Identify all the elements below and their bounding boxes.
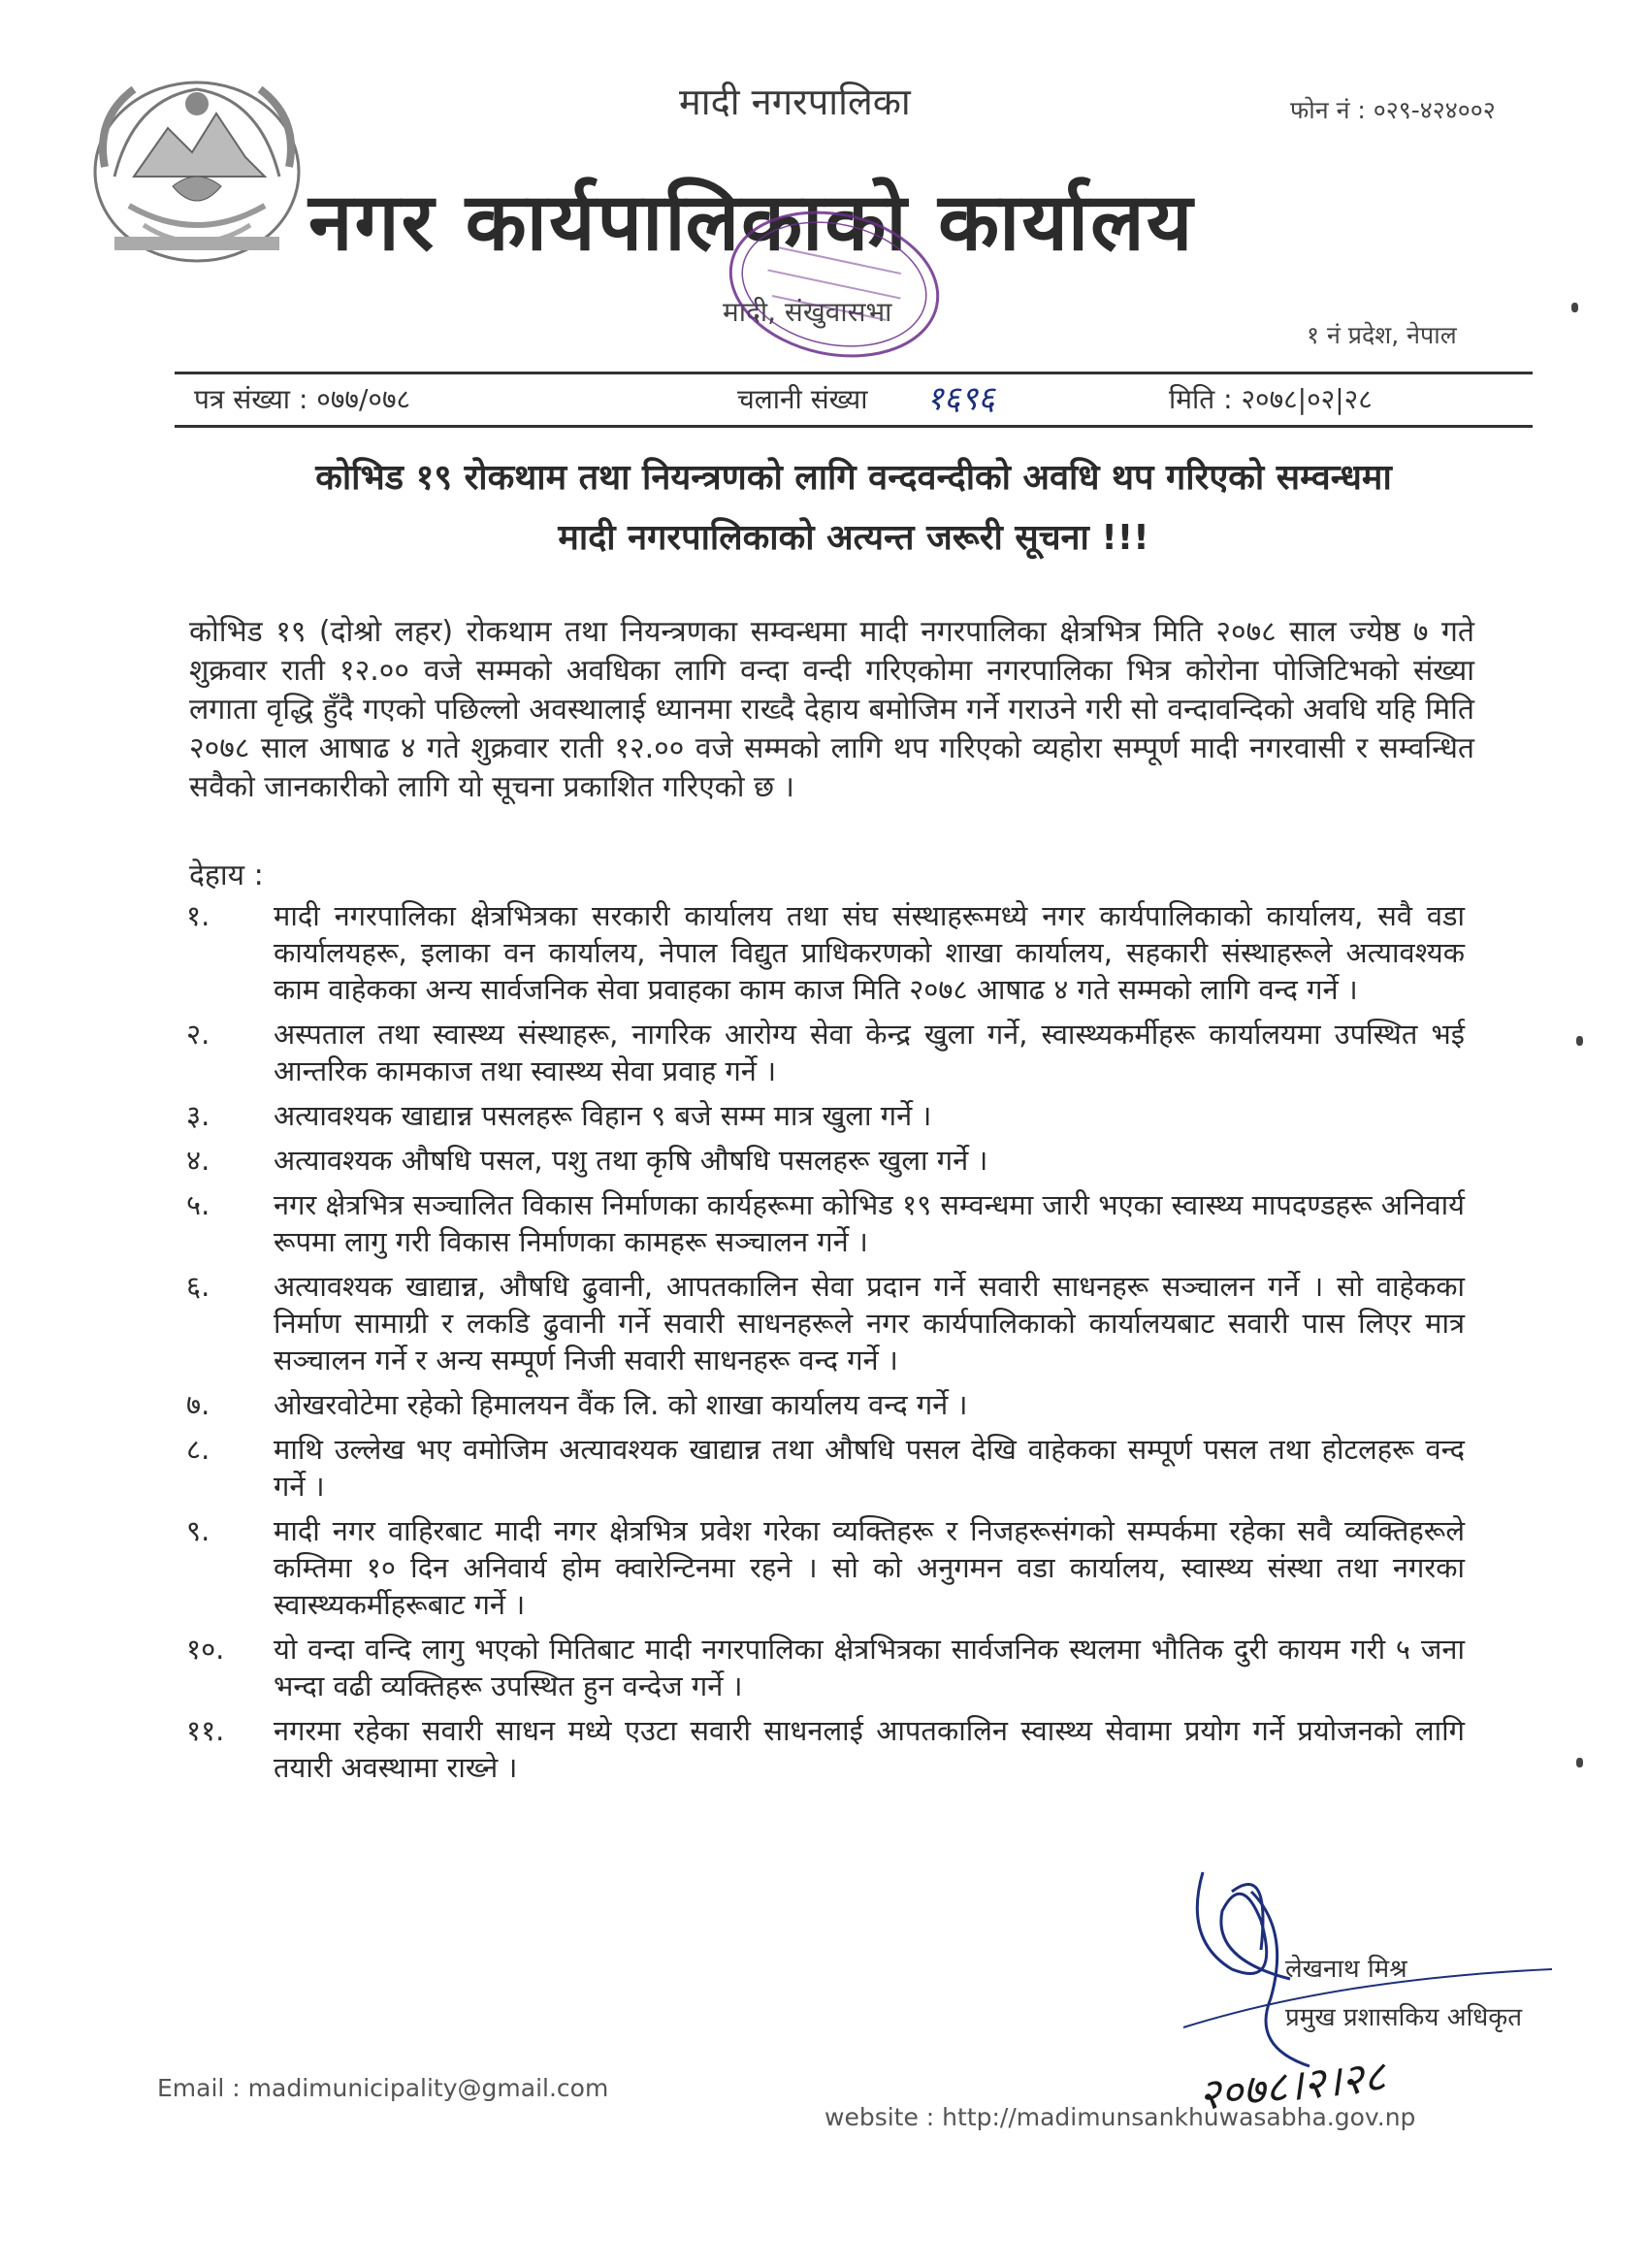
subject-line-2: मादी नगरपालिकाको अत्यन्त जरूरी सूचना !!! <box>558 518 1149 558</box>
signature-date: २०७८।२।२८ <box>1196 2052 1388 2121</box>
list-item: १०. यो वन्दा वन्दि लागु भएको मितिबाट मादी नगरपालिका क्षेत्रभित्रका सार्वजनिक स्थलमा भौतिक दुरी कायम गरी ५ जना भन्दा वढी व्यक्तिहरू उपस्थित हुन वन्देज गर्ने । <box>186 1633 1465 1702</box>
list-item: ७. ओखरवोटेमा रहेको हिमालयन वैंक लि. को शाखा कार्यालय वन्द गर्ने । <box>186 1388 968 1421</box>
reference-bar <box>175 376 1533 423</box>
list-item: ८. माथि उल्लेख भए वमोजिम अत्यावश्यक खाद्यान्न तथा औषधि पसल देखि वाहेकका सम्पूर्ण पसल तथा होटलहरू वन्द गर्ने । <box>186 1433 1465 1503</box>
footer-email: Email : madimunicipality@gmail.com <box>157 2074 609 2102</box>
phone-number: फोन नं : ०२९-४२४००२ <box>1290 96 1496 124</box>
official-stamp-icon <box>718 202 951 367</box>
letter-number: पत्र संख्या : ०७७/०७८ <box>194 383 411 415</box>
schedule-label: देहाय : <box>189 859 264 892</box>
directive-list <box>175 897 1465 1794</box>
notice-subject <box>175 448 1533 568</box>
office-address: मादी, संखुवासभा <box>723 296 892 328</box>
office-title: नगर कार्यपालिकाको कार्यालय <box>308 177 1195 269</box>
list-item: ६. अत्यावश्यक खाद्यान्न, औषधि ढुवानी, आपतकालिन सेवा प्रदान गर्ने सवारी साधनहरू सञ्चालन गर्ने । सो वाहेकका निर्माण सामाग्री र लकडि ढुवानी गर्ने सवारी साधनहरूले नगर कार्यपालिकाको कार्यालयबाट सवारी पास लिएर मात्र सञ्चालन गर्ने र अन्य सम्पूर्ण निजी सवारी साधनहरू वन्द गर्ने । <box>186 1270 1465 1377</box>
list-item: २. अस्पताल तथा स्वास्थ्य संस्थाहरू, नागरिक आरोग्य सेवा केन्द्र खुला गर्ने, स्वास्थ्यकर्मीहरू कार्यालयमा उपस्थित भई आन्तरिक कामकाज तथा स्वास्थ्य सेवा प्रवाह गर्ने । <box>186 1018 1465 1087</box>
dispatch-label: चलानी संख्या <box>737 383 868 415</box>
municipality-name: मादी नगरपालिका <box>679 81 911 123</box>
province: १ नं प्रदेश, नेपाल <box>1307 321 1457 349</box>
intro-paragraph: कोभिड १९ (दोश्रो लहर) रोकथाम तथा नियन्त्रणका सम्वन्धमा मादी नगरपालिका क्षेत्रभित्र मिति २०७८ साल ज्येष्ठ ७ गते शुक्रवार राती १२.०० वजे सम्मको अवधिका लागि वन्दा वन्दी गरिएकोमा नगरपालिका भित्र कोरोना पोजिटिभको संख्या लगाता वृद्धि हुँदै गएको पछिल्लो अवस्थालाई ध्यानमा राख्दै देहाय बमोजिम गर्ने गराउने गरी सो वन्दावन्दिको अवधि यहि मिति २०७८ साल आषाढ ४ गते शुक्रवार राती १२.०० वजे सम्मको लागि थप गरिएको व्यहोरा सम्पूर्ण मादी नगरवासी र सम्वन्धित सवैको जानकारीको लागि यो सूचना प्रकाशित गरिएको छ । <box>189 615 1474 804</box>
list-item: ९. मादी नगर वाहिरबाट मादी नगर क्षेत्रभित्र प्रवेश गरेका व्यक्तिहरू र निजहरूसंगको सम्पर्कमा रहेका सवै व्यक्तिहरूले कम्तिमा १० दिन अनिवार्य होम क्वारेन्टिनमा रहने । सो को अनुगमन वडा कार्यालय, स्वास्थ्य संस्था तथा नगरका स्वास्थ्यकर्मीहरूबाट गर्ने । <box>186 1514 1465 1621</box>
divider-bottom <box>175 425 1533 428</box>
list-item: ५. नगर क्षेत्रभित्र सञ्चालित विकास निर्माणका कार्यहरूमा कोभिड १९ सम्वन्धमा जारी भएका स्वास्थ्य मापदण्डहरू अनिवार्य रूपमा लागु गरी विकास निर्माणका कामहरू सञ्चालन गर्ने । <box>186 1188 1465 1258</box>
dispatch-number: १६९६ <box>926 379 995 418</box>
letter-date: मिति : २०७८|०२|२८ <box>1169 383 1373 415</box>
signatory-designation: प्रमुख प्रशासकिय अधिकृत <box>1285 2003 1523 2032</box>
signatory-name: लेखनाथ मिश्र <box>1285 1955 1407 1984</box>
list-item: ३. अत्यावश्यक खाद्यान्न पसलहरू विहान ९ बजे सम्म मात्र खुला गर्ने । <box>186 1099 932 1132</box>
subject-line-1: कोभिड १९ रोकथाम तथा नियन्त्रणको लागि वन्दवन्दीको अवधि थप गरिएको सम्वन्धमा <box>315 458 1392 498</box>
footer-website: website : http://madimunsankhuwasabha.gov.np <box>824 2103 1416 2131</box>
list-item: ११. नगरमा रहेका सवारी साधन मध्ये एउटा सवारी साधनलाई आपतकालिन स्वास्थ्य सेवामा प्रयोग गर्ने प्रयोजनको लागि तयारी अवस्थामा राख्ने । <box>186 1714 1465 1784</box>
nepal-emblem-icon <box>76 60 318 274</box>
list-item: ४. अत्यावश्यक औषधि पसल, पशु तथा कृषि औषधि पसलहरू खुला गर्ने । <box>186 1144 988 1177</box>
divider-top <box>175 372 1533 374</box>
list-item: १. मादी नगरपालिका क्षेत्रभित्रका सरकारी कार्यालय तथा संघ संस्थाहरूमध्ये नगर कार्यपालिकाको कार्यालय, सवै वडा कार्यालयहरू, इलाका वन कार्यालय, नेपाल विद्युत प्राधिकरणको शाखा कार्यालय, सहकारी संस्थाहरूले अत्यावश्यक काम वाहेकका अन्य सार्वजनिक सेवा प्रवाहका काम काज मिति २०७८ आषाढ ४ गते सम्मको लागि वन्द गर्ने । <box>186 899 1465 1006</box>
